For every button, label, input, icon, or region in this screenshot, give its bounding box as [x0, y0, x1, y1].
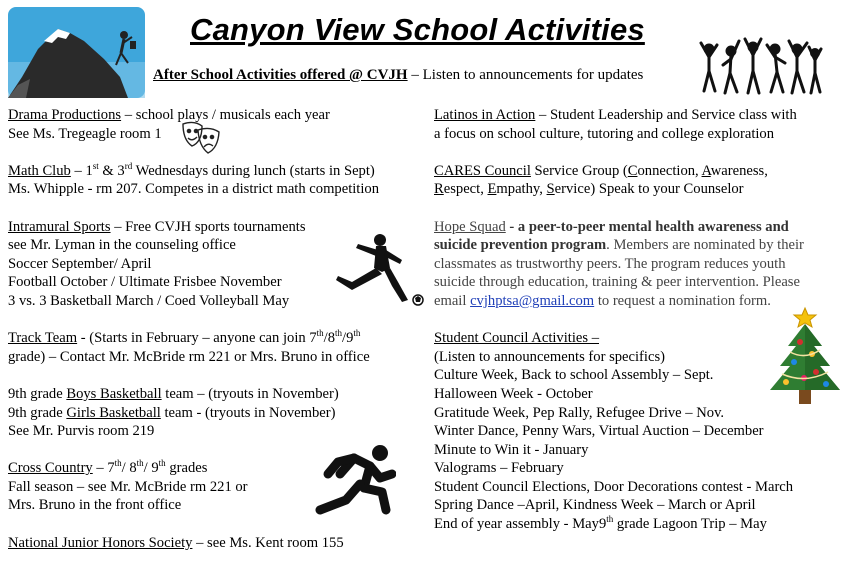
- soccer-player-icon: [332, 232, 426, 308]
- math-heading: Math Club: [8, 162, 71, 179]
- subtitle-bold: After School Activities offered @ CVJH: [153, 67, 408, 83]
- council-item: Gratitude Week, Pep Rally, Refugee Drive – Nov.: [434, 404, 725, 421]
- christmas-tree-icon: [760, 306, 850, 412]
- math-line-2: Ms. Whipple - rm 207. Competes in a district math competition: [8, 181, 380, 198]
- intramural-line-5: 3 vs. 3 Basketball March / Coed Volleyball May: [8, 292, 290, 309]
- cross-line-2: Fall season – see Mr. McBride rm 221 or: [8, 478, 248, 495]
- council-item: Student Council Elections, Door Decorations contest - March: [434, 478, 794, 495]
- latinos-heading: Latinos in Action: [434, 107, 536, 123]
- hope-squad-heading: Hope Squad: [434, 218, 506, 235]
- intramural-line-1: Intramural Sports – Free CVJH sports tournaments: [8, 218, 306, 235]
- track-heading: Track Team: [8, 330, 78, 347]
- drama-line-2: See Ms. Tregeagle room 1: [8, 125, 162, 142]
- intramural-line-2: see Mr. Lyman in the counseling office: [8, 237, 236, 254]
- cares-line-2: Respect, Empathy, Service) Speak to your Counselor: [434, 181, 744, 198]
- student-council-heading: Student Council Activities –: [434, 330, 599, 347]
- subtitle-rest: – Listen to announcements for updates: [407, 67, 644, 83]
- latinos-line-1: Latinos in Action – Student Leadership and Service class with: [434, 107, 797, 123]
- hope-line-3: classmates as trustworthy peers. The program reduces youth: [434, 255, 786, 272]
- track-line-1: Track Team - (Starts in February – anyone can join 7th/8th/9th: [8, 328, 361, 347]
- council-item: Halloween Week - October: [434, 385, 593, 402]
- hope-line-1: Hope Squad - a peer-to-peer mental health awareness and: [434, 218, 789, 235]
- hope-squad-block: [434, 218, 804, 311]
- right-column: [434, 106, 804, 534]
- girls-basketball-line: 9th grade Girls Basketball team - (tryouts in November): [8, 404, 336, 421]
- cross-country-heading: Cross Country: [8, 460, 93, 477]
- boys-basketball-heading: Boys Basketball: [66, 385, 162, 402]
- intramural-line-3: Soccer September/ April: [8, 255, 152, 272]
- theater-masks-icon: [180, 120, 222, 156]
- intramural-line-4: Football October / Ultimate Frisbee November: [8, 274, 282, 291]
- girls-basketball-heading: Girls Basketball: [66, 404, 161, 421]
- council-item: (Listen to announcements for specifics): [434, 348, 665, 365]
- njhs-line: National Junior Honors Society – see Ms. Kent room 155: [8, 534, 344, 551]
- runner-icon: [310, 444, 396, 520]
- latinos-line-2: a focus on school culture, tutoring and college exploration: [434, 125, 775, 142]
- council-item-last: End of year assembly - May9th grade Lagoon Trip – May: [434, 514, 767, 533]
- track-line-2: grade) – Contact Mr. McBride rm 221 or Mrs. Bruno in office: [8, 348, 370, 365]
- email-link[interactable]: cvjhptsa@gmail.com: [470, 292, 595, 309]
- dancers-clipart: [697, 37, 823, 95]
- cross-line-3: Mrs. Bruno in the front office: [8, 497, 182, 514]
- cross-line-1: Cross Country – 7th/ 8th/ 9th grades: [8, 458, 208, 477]
- hope-line-2: suicide prevention program. Members are nominated by their: [434, 237, 804, 254]
- council-item: Culture Week, Back to school Assembly – Sept.: [434, 367, 714, 384]
- drama-heading: Drama Productions: [8, 107, 122, 123]
- boys-basketball-line: 9th grade Boys Basketball team – (tryouts in November): [8, 385, 339, 402]
- cares-heading: CARES Council: [434, 162, 531, 179]
- subtitle: [153, 67, 643, 84]
- mountain-climber-clipart: [8, 7, 145, 98]
- council-heading-line: [434, 329, 804, 348]
- council-item: Valograms – February: [434, 460, 564, 477]
- hope-line-4: suicide through education, training & peer intervention. Please: [434, 274, 800, 291]
- hope-line-5: email cvjhptsa@gmail.com to request a nomination form.: [434, 292, 771, 309]
- math-line-1: Math Club – 1st & 3rd Wednesdays during lunch (starts in Sept): [8, 160, 375, 179]
- drama-line-1: Drama Productions – school plays / musicals each year: [8, 107, 330, 123]
- council-item: Minute to Win it - January: [434, 441, 589, 458]
- council-item: Spring Dance –April, Kindness Week – March or April: [434, 497, 756, 514]
- njhs-heading: National Junior Honors Society: [8, 534, 193, 551]
- cares-line-1: CARES Council Service Group (Connection, Awareness,: [434, 162, 768, 179]
- basketball-contact: See Mr. Purvis room 219: [8, 423, 155, 440]
- council-item: Winter Dance, Penny Wars, Virtual Auction – December: [434, 423, 764, 440]
- intramural-heading: Intramural Sports: [8, 218, 111, 235]
- page-title: Canyon View School Activities: [190, 12, 645, 47]
